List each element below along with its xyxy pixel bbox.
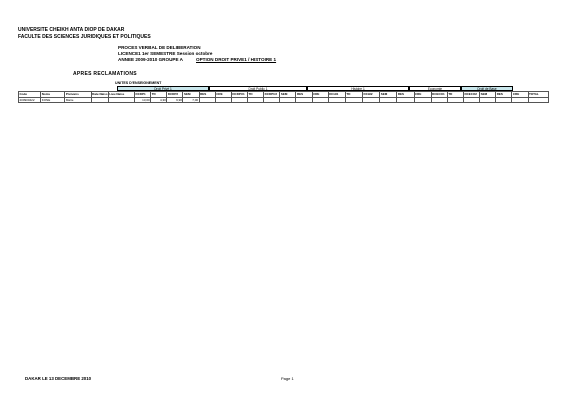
group-header-histoire: Histoire 1 xyxy=(307,86,409,91)
column-header: TOTAL xyxy=(528,92,548,98)
column-header: DCHI1 xyxy=(328,92,345,98)
table-cell xyxy=(363,97,380,103)
column-header: Lieu Naiss xyxy=(108,92,134,98)
table-cell: 7,00 xyxy=(183,97,199,103)
column-header: SEM xyxy=(183,92,199,98)
column-header: RES xyxy=(199,92,215,98)
table-cell xyxy=(397,97,414,103)
table-cell xyxy=(199,97,215,103)
table-cell: 4,30 xyxy=(151,97,167,103)
table-cell xyxy=(463,97,479,103)
column-header: SEM xyxy=(480,92,496,98)
table-body xyxy=(19,97,549,103)
table-cell xyxy=(296,97,312,103)
pv-level: LICENCE1 1er SEMESTRE Session octobre xyxy=(118,51,213,56)
pv-year: ANNEE 2009-2010 GROUPE A xyxy=(118,57,183,62)
column-header: TD xyxy=(447,92,463,98)
table-cell xyxy=(528,97,548,103)
column-header: CRE xyxy=(215,92,231,98)
column-header: DCDP1 xyxy=(135,92,151,98)
column-header: SEM xyxy=(280,92,296,98)
pv-title: PROCES VERBAL DE DELIBERATION xyxy=(118,45,201,50)
column-header: SEM xyxy=(380,92,397,98)
group-header-droit-prive: Droit Privé 1 xyxy=(117,86,209,91)
column-header: TD xyxy=(345,92,362,98)
group-header-economie: Economie xyxy=(409,86,461,91)
table-cell xyxy=(512,97,528,103)
group-header-droit-base: Droit de Base xyxy=(461,86,513,91)
table-header xyxy=(19,92,549,98)
table-cell xyxy=(480,97,496,103)
column-header: TD xyxy=(248,92,264,98)
table-cell: Marie xyxy=(65,97,91,103)
table-cell: KONE xyxy=(41,97,65,103)
column-header: RES xyxy=(397,92,414,98)
footer-date: DAKAR LE 13 DECEMBRE 2010 xyxy=(25,376,92,381)
faculty-name: FACULTE DES SCIENCES JURIDIQUES ET POLITIQUES xyxy=(18,33,151,40)
column-header: TD xyxy=(151,92,167,98)
table-cell: 200900422 xyxy=(19,97,41,103)
table-cell: 9,90 xyxy=(167,97,183,103)
table-cell xyxy=(328,97,345,103)
column-header: DCECO2 xyxy=(463,92,479,98)
table-cell xyxy=(380,97,397,103)
institution-header xyxy=(18,27,151,40)
column-header: CRE xyxy=(512,92,528,98)
table-cell xyxy=(280,97,296,103)
group-header-droit-public: Droit Public 1 xyxy=(209,86,307,91)
column-header-row xyxy=(19,92,549,98)
section-title: APRES RECLAMATIONS xyxy=(73,71,137,77)
ue-label: UNITES D'ENSEIGNEMENT xyxy=(115,81,162,85)
footer-page: Page 1 xyxy=(281,376,294,381)
column-header: Noms xyxy=(41,92,65,98)
table-cell xyxy=(414,97,431,103)
table-cell xyxy=(215,97,231,103)
table-cell xyxy=(231,97,247,103)
column-header: DCECO1 xyxy=(431,92,447,98)
column-header: Prénoms xyxy=(65,92,91,98)
column-header: DCDP2 xyxy=(167,92,183,98)
grades-table xyxy=(18,91,549,103)
table-cell xyxy=(248,97,264,103)
table-cell xyxy=(345,97,362,103)
column-header: Code xyxy=(19,92,41,98)
column-header: DCDPU2 xyxy=(264,92,280,98)
table-row xyxy=(19,97,549,103)
table-cell xyxy=(108,97,134,103)
table-cell xyxy=(447,97,463,103)
table-cell xyxy=(431,97,447,103)
university-name: UNIVERSITE CHEIKH ANTA DIOP DE DAKAR xyxy=(18,27,125,33)
table-cell xyxy=(91,97,108,103)
table-cell xyxy=(496,97,512,103)
column-header: RES xyxy=(496,92,512,98)
column-header: CRE xyxy=(414,92,431,98)
pv-option: OPTION DROIT PRIVE1 / HISTOIRE 1 xyxy=(196,57,277,62)
column-header: DCHI2 xyxy=(363,92,380,98)
table-cell xyxy=(264,97,280,103)
table-cell: 13,00 xyxy=(135,97,151,103)
column-header: Date Naiss xyxy=(92,92,108,96)
table-cell xyxy=(312,97,328,103)
column-header: CRE xyxy=(312,92,328,98)
column-header: RES xyxy=(296,92,312,98)
column-header: DCDPU1 xyxy=(231,92,247,98)
